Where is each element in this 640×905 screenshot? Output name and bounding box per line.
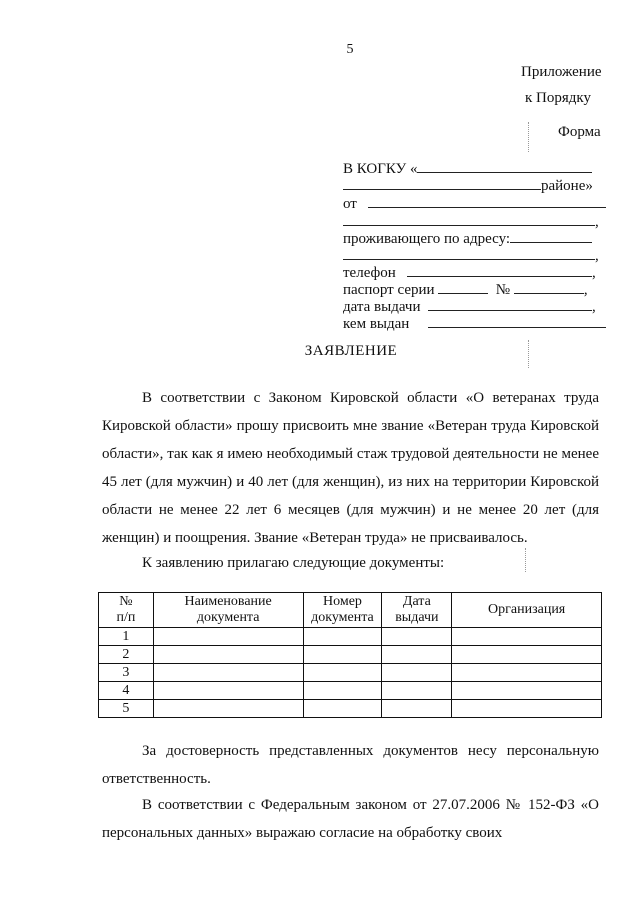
- col-header-doc-number: Номер документа: [303, 593, 382, 628]
- cell-organization[interactable]: [452, 628, 602, 646]
- row-number: 5: [99, 700, 154, 718]
- cell-organization[interactable]: [452, 682, 602, 700]
- cell-issue-date[interactable]: [382, 628, 452, 646]
- cell-doc-number[interactable]: [303, 664, 382, 682]
- attachments-intro: К заявлению прилагаю следующие документы:: [142, 555, 445, 571]
- fill-line-passport-number[interactable]: [514, 281, 584, 294]
- addressee-line: В КОГКУ «: [343, 160, 592, 178]
- fill-line-passport-series[interactable]: [438, 281, 488, 294]
- address-line: проживающего по адресу:: [343, 230, 592, 248]
- col-header-issue-date: Дата выдачи: [382, 593, 452, 628]
- document-title: ЗАЯВЛЕНИЕ: [304, 343, 398, 359]
- col-header-organization: Организация: [452, 593, 602, 628]
- table-row: [99, 664, 602, 682]
- row-number: 1: [99, 628, 154, 646]
- cell-doc-number[interactable]: [303, 700, 382, 718]
- statement-paragraph: В соответствии с Законом Кировской области «О ветеранах труда Кировской области» прошу присвоить мне звание «Ветеран труда Кировской области», так как я имею необходимый стаж трудовой деятельности не менее 45 лет (для мужчин) и 40 лет (для женщин), из них на территории Кировской области не менее 22 лет 6 месяцев (для мужчин) и не менее 20 лет (для женщин) и поощрения. Звание «Ветеран труда» не присваивалось.: [102, 390, 599, 546]
- cell-doc-number[interactable]: [303, 682, 382, 700]
- cell-doc-name[interactable]: [153, 628, 303, 646]
- cell-doc-number[interactable]: [303, 628, 382, 646]
- issued-by-line: кем выдан: [343, 315, 606, 333]
- fill-line-issued-by[interactable]: [428, 315, 606, 328]
- cell-organization[interactable]: [452, 664, 602, 682]
- col-header-doc-name: Наименование документа: [153, 593, 303, 628]
- fill-line-from[interactable]: [368, 195, 606, 208]
- table-header-row: [99, 593, 602, 628]
- table-row: [99, 700, 602, 718]
- cell-issue-date[interactable]: [382, 682, 452, 700]
- fill-line-phone[interactable]: [407, 264, 592, 277]
- appendix-ref: к Порядку: [525, 90, 591, 106]
- cell-issue-date[interactable]: [382, 664, 452, 682]
- appendix-label: Приложение: [521, 64, 602, 80]
- documents-table: [98, 592, 602, 718]
- cell-doc-number[interactable]: [303, 646, 382, 664]
- form-label: Форма: [558, 124, 601, 140]
- issue-date-line: дата выдачи ,: [343, 299, 596, 315]
- cell-organization[interactable]: [452, 700, 602, 718]
- address-line-2: ,: [343, 247, 599, 265]
- fill-line-agency[interactable]: [417, 160, 592, 173]
- fill-line-address-2[interactable]: [343, 247, 595, 260]
- from-line-2: ,: [343, 213, 599, 231]
- fill-line-issue-date[interactable]: [428, 298, 592, 311]
- cell-doc-name[interactable]: [153, 664, 303, 682]
- passport-line: паспорт серии № ,: [343, 282, 588, 298]
- from-line: от: [343, 195, 606, 213]
- table-row: [99, 628, 602, 646]
- consent-paragraph: В соответствии с Федеральным законом от 27.07.2006 № 152-ФЗ «О персональных данных» выражаю согласие на обработку своих: [102, 797, 599, 841]
- cell-doc-name[interactable]: [153, 646, 303, 664]
- cell-doc-name[interactable]: [153, 700, 303, 718]
- fill-line-address[interactable]: [510, 230, 592, 243]
- cell-organization[interactable]: [452, 646, 602, 664]
- fill-line-rayon[interactable]: [343, 177, 541, 190]
- cell-issue-date[interactable]: [382, 700, 452, 718]
- col-header-number: № п/п: [99, 593, 154, 628]
- table-row: [99, 682, 602, 700]
- cell-issue-date[interactable]: [382, 646, 452, 664]
- fill-line-from-2[interactable]: [343, 213, 595, 226]
- row-number: 4: [99, 682, 154, 700]
- rayon-line: районе»: [343, 177, 593, 195]
- row-number: 3: [99, 664, 154, 682]
- phone-line: телефон ,: [343, 265, 596, 281]
- scan-mark: [528, 122, 529, 152]
- row-number: 2: [99, 646, 154, 664]
- table-row: [99, 646, 602, 664]
- cell-doc-name[interactable]: [153, 682, 303, 700]
- responsibility-paragraph: За достоверность представленных документов несу персональную ответственность.: [102, 743, 599, 787]
- page-number: 5: [346, 42, 354, 57]
